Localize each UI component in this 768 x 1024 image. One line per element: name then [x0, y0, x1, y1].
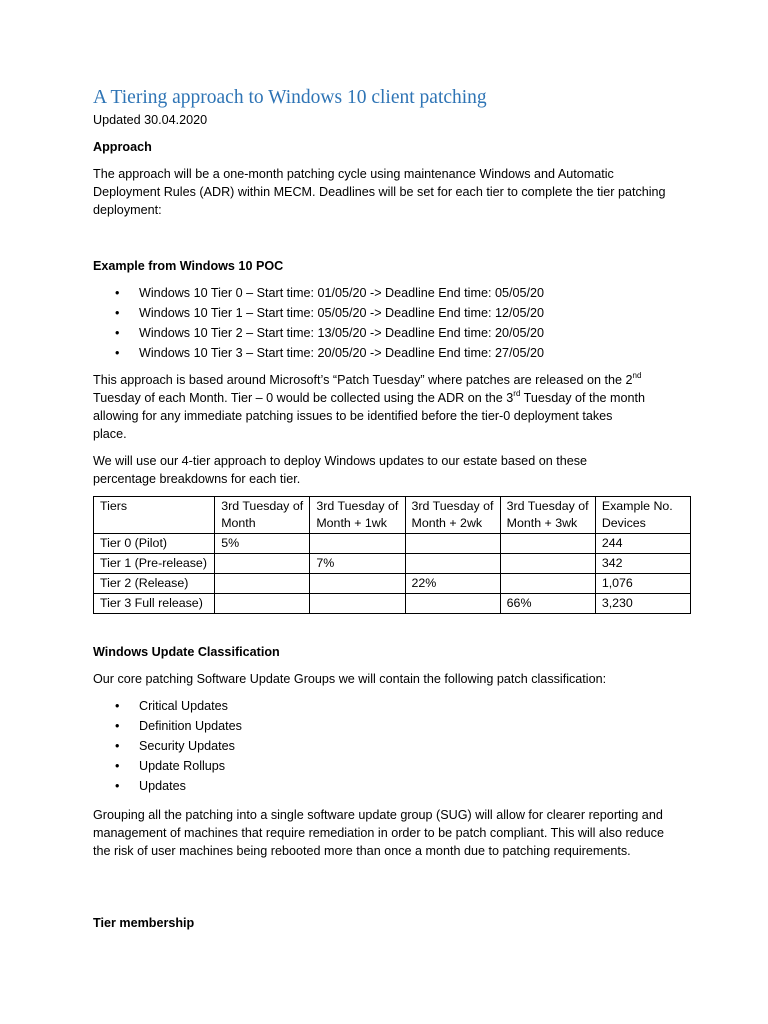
approach-paragraph: The approach will be a one-month patching cycle using maintenance Windows and Automatic Deployment Rules (ADR) within MECM. Deadlines will be set for each tier to complete the tier patching deployment: — [93, 167, 666, 217]
table-cell: 244 — [595, 534, 690, 554]
table-cell — [500, 554, 595, 574]
example-heading: Example from Windows 10 POC — [93, 259, 284, 273]
table-cell: Tier 2 (Release) — [94, 574, 215, 594]
table-header-cell: 3rd Tuesday of Month + 3wk — [500, 497, 595, 534]
list-item: • Windows 10 Tier 0 – Start time: 01/05/20 -> Deadline End time: 05/05/20 — [115, 286, 544, 300]
table-cell — [215, 574, 310, 594]
table-header-row — [94, 497, 691, 534]
list-item: • Updates — [115, 779, 186, 793]
classification-list — [93, 696, 693, 796]
table-row — [94, 554, 691, 574]
table-cell: 66% — [500, 594, 595, 614]
tier-table — [93, 496, 691, 614]
table-row — [94, 574, 691, 594]
table-cell: 22% — [405, 574, 500, 594]
list-item: • Update Rollups — [115, 759, 226, 773]
table-cell: Tier 1 (Pre-release) — [94, 554, 215, 574]
table-header-cell: 3rd Tuesday of Month — [215, 497, 310, 534]
table-cell — [310, 534, 405, 554]
list-item: • Critical Updates — [115, 699, 228, 713]
table-cell: Tier 3 Full release) — [94, 594, 215, 614]
patch-tuesday-paragraph: This approach is based around Microsoft’s “Patch Tuesday” where patches are released on the 2nd Tuesday of each Month. Tier – 0 would be collected using the ADR on the 3rd Tuesday of the month allowing for any immediate patching issues to be identified before the tier-0 deployment takes place. — [93, 371, 646, 441]
tier-membership-heading: Tier membership — [93, 916, 195, 930]
document-title: A Tiering approach to Windows 10 client patching — [93, 87, 487, 108]
table-cell: 3,230 — [595, 594, 690, 614]
table-cell: 7% — [310, 554, 405, 574]
table-cell — [500, 574, 595, 594]
table-cell — [405, 594, 500, 614]
table-cell — [215, 554, 310, 574]
table-cell: 5% — [215, 534, 310, 554]
table-cell — [215, 594, 310, 614]
table-row — [94, 534, 691, 554]
table-cell: 342 — [595, 554, 690, 574]
list-item: • Windows 10 Tier 3 – Start time: 20/05/20 -> Deadline End time: 27/05/20 — [115, 346, 544, 360]
list-item: • Windows 10 Tier 1 – Start time: 05/05/20 -> Deadline End time: 12/05/20 — [115, 306, 544, 320]
table-header-cell: Example No. Devices — [595, 497, 690, 534]
classification-intro: Our core patching Software Update Groups we will contain the following patch classification: — [93, 672, 607, 686]
table-header-cell: 3rd Tuesday of Month + 1wk — [310, 497, 405, 534]
table-row — [94, 594, 691, 614]
list-item: • Windows 10 Tier 2 – Start time: 13/05/20 -> Deadline End time: 20/05/20 — [115, 326, 544, 340]
table-header-cell: 3rd Tuesday of Month + 2wk — [405, 497, 500, 534]
tier-approach-paragraph: We will use our 4-tier approach to deploy Windows updates to our estate based on these percentage breakdowns for each tier. — [93, 454, 588, 486]
table-cell: Tier 0 (Pilot) — [94, 534, 215, 554]
table-header-cell: Tiers — [94, 497, 215, 534]
list-item: • Definition Updates — [115, 719, 242, 733]
table-cell — [405, 534, 500, 554]
list-item: • Security Updates — [115, 739, 235, 753]
grouping-paragraph: Grouping all the patching into a single software update group (SUG) will allow for clearer reporting and management of machines that require remediation in order to be patch compliant. This will also reduce the risk of user machines being rebooted more than once a month due to patching requirements. — [93, 808, 664, 858]
example-list — [93, 283, 693, 363]
table-cell — [310, 574, 405, 594]
classification-heading: Windows Update Classification — [93, 645, 280, 659]
updated-date: Updated 30.04.2020 — [93, 113, 208, 127]
approach-heading: Approach — [93, 140, 152, 154]
table-cell: 1,076 — [595, 574, 690, 594]
table-cell — [500, 534, 595, 554]
table-cell — [310, 594, 405, 614]
table-cell — [405, 554, 500, 574]
